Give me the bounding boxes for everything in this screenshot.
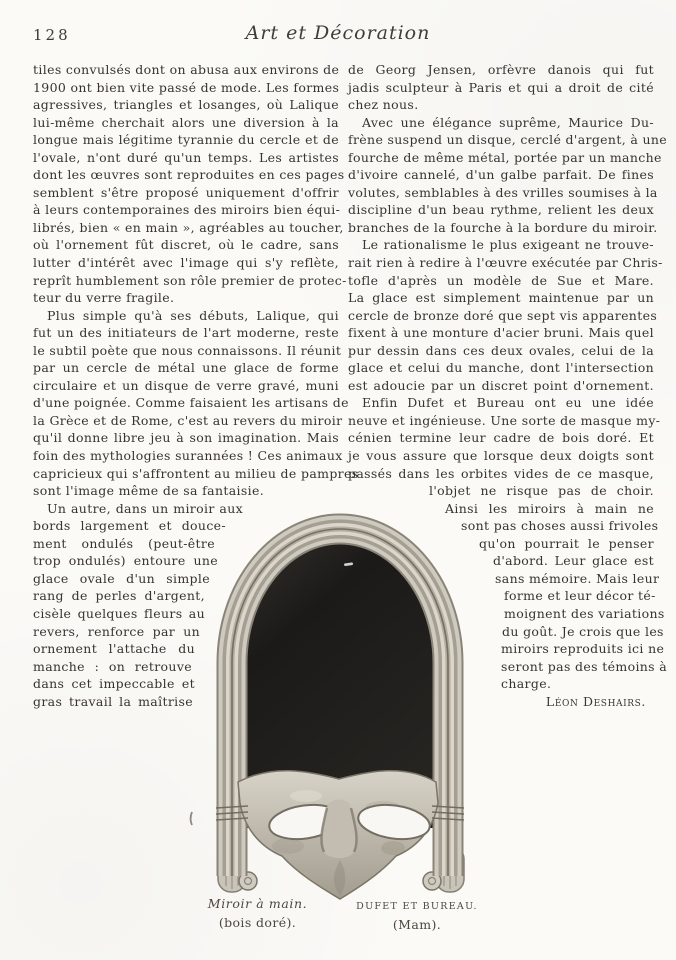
text-line: chez nous. bbox=[348, 97, 419, 113]
text-line: forme et leur décor té- bbox=[504, 588, 656, 604]
paper-mark bbox=[191, 812, 193, 825]
text-line: volutes, semblables à des vrilles soumises à la bbox=[348, 184, 658, 200]
text-line: je vous assure que lorsque deux doigts sont bbox=[348, 448, 654, 464]
text-line: rang de perles d'argent, bbox=[33, 588, 205, 604]
text-line: la Grèce et de Rome, c'est au revers du miroir bbox=[33, 412, 343, 428]
text-line: moignent des variations bbox=[504, 605, 665, 621]
text-line: jadis sculpteur à Paris et qui a droit de cité bbox=[348, 79, 654, 95]
paragraph bbox=[33, 61, 347, 307]
text-line: cisèle quelques fleurs au bbox=[33, 605, 205, 621]
text-line: tiles convulsés dont on abusa aux environs de bbox=[33, 62, 340, 77]
text-line: fourche de même métal, portée par un manche bbox=[348, 149, 662, 165]
paragraph bbox=[33, 307, 359, 500]
text-line: foin des mythologies surannées ! Ces animaux bbox=[33, 448, 343, 464]
text-line: sans mémoire. Mais leur bbox=[495, 570, 660, 586]
text-line: frène suspend un disque, cerclé d'argent, à une bbox=[348, 132, 668, 148]
text-line: Ainsi les miroirs à main ne bbox=[445, 500, 654, 516]
text-line: gras travail la maîtrise bbox=[33, 693, 193, 709]
figure-caption-left bbox=[190, 896, 325, 930]
paragraph bbox=[348, 394, 661, 482]
text-line: semblent s'être proposé uniquement d'offrir bbox=[33, 184, 339, 200]
text-line: charge. bbox=[501, 676, 552, 692]
text-line: agressives, triangles et losanges, où Lalique bbox=[33, 97, 339, 113]
caption-material: (bois doré). bbox=[218, 915, 297, 930]
text-line: bords largement et douce- bbox=[33, 518, 226, 534]
text-line: le subtil poète que nous connaissons. Il réunit bbox=[33, 342, 342, 358]
text-line: neuve et ingénieuse. Une sorte de masque my- bbox=[348, 412, 661, 428]
text-line: 1900 ont bien vite passé de mode. Les formes bbox=[33, 79, 340, 95]
text-line: ment ondulés (peut-être bbox=[33, 535, 215, 551]
text-line: librés, bien « en main », agréables au toucher, bbox=[33, 219, 344, 235]
text-line: à leurs contemporaines des miroirs bien équi- bbox=[33, 202, 341, 218]
text-line: d'ivoire cannelé, d'un galbe parfait. De fines bbox=[348, 167, 654, 183]
text-line: pur dessin dans ces deux ovales, celui de la bbox=[348, 342, 654, 358]
text-line: reprît humblement son rôle premier de protec- bbox=[33, 272, 347, 288]
caption-artists: DUFET ET BUREAU. bbox=[356, 901, 478, 912]
text-line: d'abord. Leur glace est bbox=[493, 553, 654, 569]
paragraph bbox=[348, 61, 654, 114]
text-line: l'objet ne risque pas de choir. bbox=[429, 483, 654, 499]
caption-title: Miroir à main. bbox=[207, 896, 308, 911]
text-line: miroirs reproduits ici ne bbox=[501, 641, 665, 657]
mycenaean-mask bbox=[238, 771, 438, 899]
author-signature: Léon Deshairs. bbox=[545, 693, 646, 709]
text-line: l'ovale, n'ont duré qu'un temps. Les artistes bbox=[33, 149, 339, 165]
text-line: dans cet impeccable et bbox=[33, 676, 195, 692]
text-line: rait rien à redire à l'œuvre exécutée par Chris- bbox=[348, 255, 663, 271]
page-number: 128 bbox=[33, 26, 71, 44]
text-line: du goût. Je crois que les bbox=[502, 623, 664, 639]
text-line: cénien termine leur cadre de bois doré. Et bbox=[348, 430, 654, 446]
text-line: par un cercle de métal une glace de forme bbox=[33, 360, 339, 376]
text-line: tofle d'après un modèle de Sue et Mare. bbox=[348, 272, 654, 288]
hand-mirror-figure bbox=[188, 508, 498, 908]
text-line: ornement l'attache du bbox=[33, 641, 195, 657]
text-line: capricieux qui s'affrontent au milieu de pampres bbox=[33, 465, 359, 481]
text-line: revers, renforce par un bbox=[33, 623, 200, 639]
text-line: d'une poignée. Comme faisaient les artisans de bbox=[33, 395, 349, 411]
paragraph bbox=[348, 236, 663, 394]
text-line: Plus simple qu'à ses débuts, Lalique, qui bbox=[47, 307, 339, 323]
text-line: Avec une élégance suprême, Maurice Du- bbox=[362, 114, 654, 130]
text-line: Le rationalisme le plus exigeant ne trouve- bbox=[362, 237, 654, 253]
text-line: où l'ornement fût discret, où le cadre, sans bbox=[33, 237, 339, 253]
text-line: passés dans les orbites vides de ce masque, bbox=[348, 465, 654, 481]
text-line: manche : on retrouve bbox=[33, 658, 192, 674]
text-line: Un autre, dans un miroir aux bbox=[47, 500, 243, 516]
text-line: est adoucie par un discret point d'ornement. bbox=[348, 377, 654, 393]
text-line: seront pas des témoins à bbox=[501, 658, 668, 674]
text-line: circulaire et un disque de verre gravé, muni bbox=[33, 377, 339, 393]
text-line: de Georg Jensen, orfèvre danois qui fut bbox=[348, 62, 654, 77]
text-line: glace et celui du manche, dont l'intersection bbox=[348, 360, 654, 376]
text-line: fut un des initiateurs de l'art moderne, reste bbox=[33, 325, 339, 341]
text-line: dont les œuvres sont reproduites en ces pages bbox=[33, 167, 345, 183]
text-line: sont pas choses aussi frivoles bbox=[461, 518, 659, 534]
journal-title: Art et Décoration bbox=[245, 22, 431, 44]
text-line: qu'il donne libre jeu à son imagination. Mais bbox=[33, 430, 339, 446]
text-line: lui-même cherchait alors une diversion à la bbox=[33, 114, 339, 130]
caption-collection: (Mam). bbox=[392, 917, 442, 932]
text-line: discipline d'un beau rythme, relient les deux bbox=[348, 202, 654, 218]
text-line: lutter d'intérêt avec l'image qui s'y reflète, bbox=[33, 255, 339, 271]
text-line: fixent à une monture d'acier bruni. Mais quel bbox=[348, 325, 654, 341]
text-line: branches de la fourche à la bordure du miroir. bbox=[348, 219, 658, 235]
text-line: sont l'image même de sa fantaisie. bbox=[33, 483, 265, 499]
paragraph bbox=[348, 114, 668, 237]
text-line: glace ovale d'un simple bbox=[33, 570, 210, 586]
text-line: teur du verre fragile. bbox=[33, 290, 175, 306]
text-line: trop ondulés) entoure une bbox=[33, 553, 218, 569]
figure-caption-right bbox=[352, 901, 482, 932]
text-line: longue mais légitime tyrannie du cercle et de bbox=[33, 132, 339, 148]
text-line: La glace est simplement maintenue par un bbox=[348, 290, 654, 306]
text-line: Enfin Dufet et Bureau ont eu une idée bbox=[362, 395, 654, 411]
text-line: cercle de bronze doré que sept vis apparentes bbox=[348, 307, 658, 323]
text-line: qu'on pourrait le penser bbox=[479, 535, 654, 551]
